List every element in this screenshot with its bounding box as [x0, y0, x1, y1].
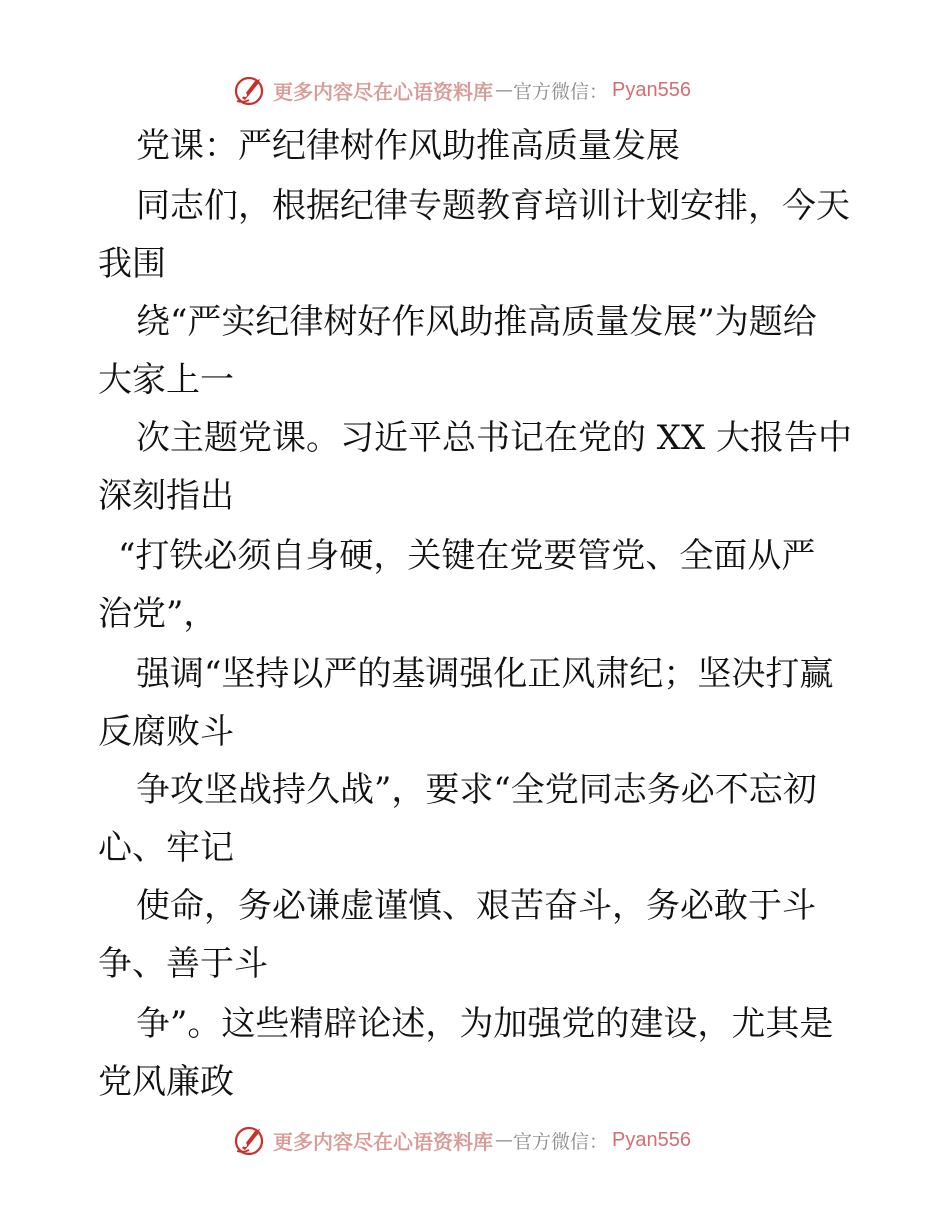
body-line: 次主题党课。习近平总书记在党的 XX 大报告中	[136, 418, 853, 458]
body-line: 深刻指出	[98, 476, 234, 516]
watermark-text: 更多内容尽在心语资料库	[273, 79, 493, 104]
watermark-wechat-id: Pyan556	[612, 1128, 691, 1151]
pen-nib-logo-icon	[233, 1123, 267, 1157]
watermark-wechat-label: 官方微信：	[513, 1130, 609, 1153]
body-line: 大家上一	[98, 360, 234, 400]
header-watermark	[233, 70, 691, 110]
body-line: 反腐败斗	[98, 712, 234, 752]
watermark-dash: —	[495, 79, 513, 101]
watermark-wechat-label: 官方微信：	[513, 80, 609, 103]
body-line: 同志们，根据纪律专题教育培训计划安排，今天	[136, 186, 850, 226]
body-line: 争”。这些精辟论述，为加强党的建设，尤其是	[136, 1004, 834, 1044]
body-line: “打铁必须自身硬，关键在党要管党、全面从严	[118, 536, 816, 576]
watermark-text: 更多内容尽在心语资料库	[273, 1129, 493, 1154]
body-line: 争、善于斗	[98, 944, 268, 984]
pen-nib-logo-icon	[233, 73, 267, 107]
body-line: 我围	[98, 244, 166, 284]
body-line: 绕“严实纪律树好作风助推高质量发展”为题给	[136, 302, 817, 342]
watermark-wechat-id: Pyan556	[612, 78, 691, 101]
body-line: 党风廉政	[98, 1062, 234, 1102]
body-line: 争攻坚战持久战”，要求“全党同志务必不忘初	[136, 770, 817, 810]
footer-watermark	[233, 1120, 691, 1160]
watermark-dash: —	[495, 1129, 513, 1151]
body-line: 使命，务必谦虚谨慎、艰苦奋斗，务必敢于斗	[136, 886, 816, 926]
body-line: 强调“坚持以严的基调强化正风肃纪；坚决打赢	[136, 654, 834, 694]
document-title: 党课：严纪律树作风助推高质量发展	[136, 126, 680, 166]
body-line: 心、牢记	[98, 828, 234, 868]
body-line: 治党”，	[98, 594, 218, 634]
